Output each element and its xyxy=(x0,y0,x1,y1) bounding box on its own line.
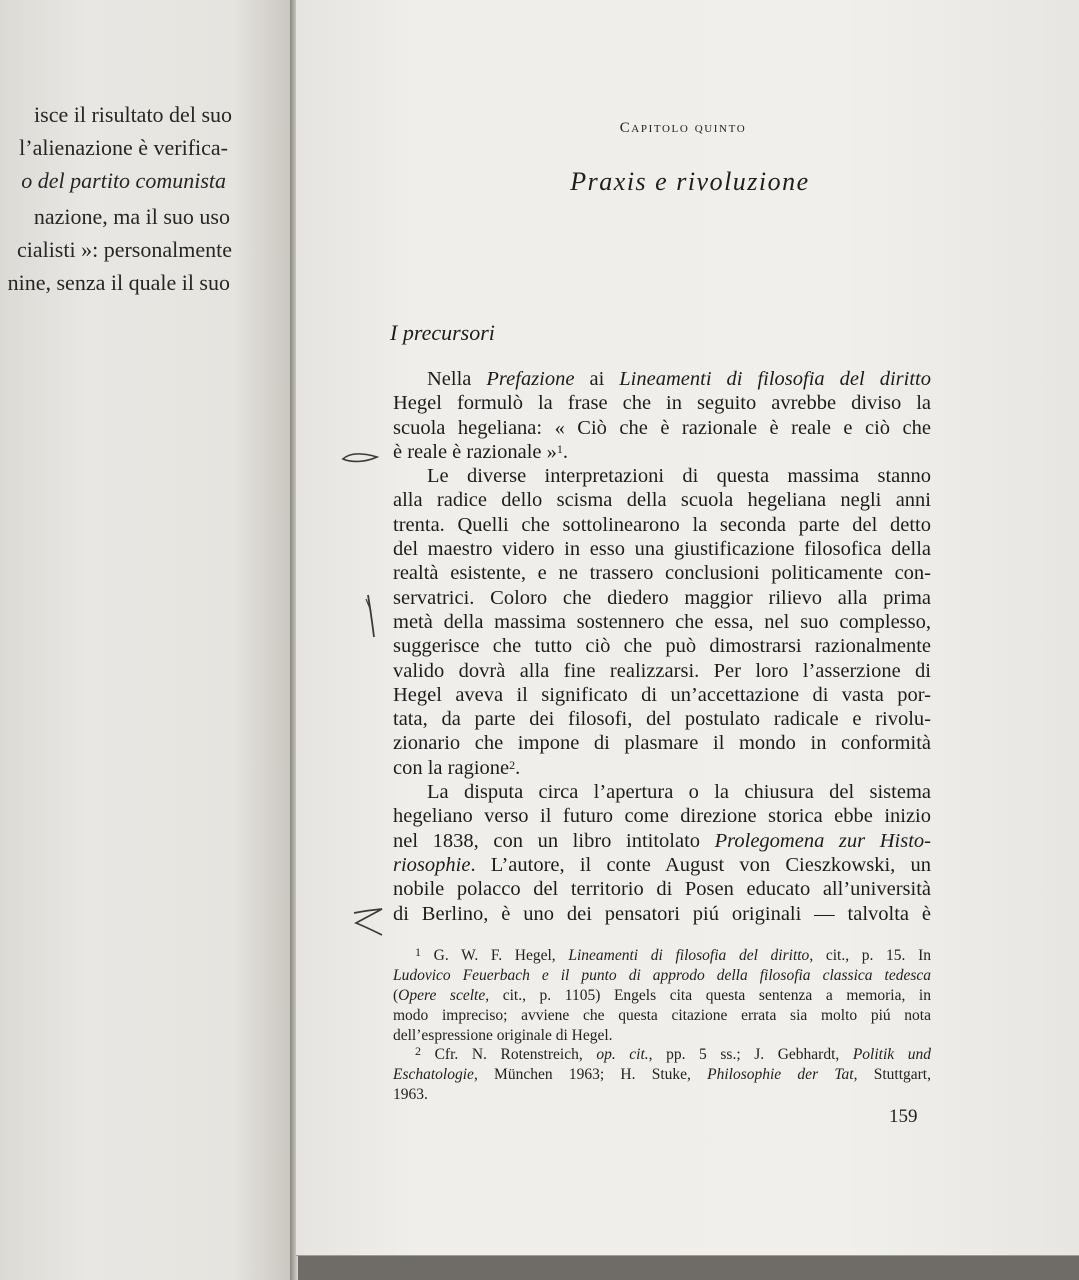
left-line: l’alienazione è verifica- xyxy=(19,135,228,160)
left-line: cialisti »: personalmente xyxy=(16,237,232,262)
text-line: zionario che impone di plasmare il mondo in conformità xyxy=(393,732,931,755)
text-line: valido dovrà alla fine realizzarsi. Per loro l’asserzione di xyxy=(393,659,931,682)
pencil-mark-dash xyxy=(340,448,380,468)
text-line: Le diverse interpretazioni di questa massima stanno xyxy=(427,465,931,488)
chapter-label: Capitolo quinto xyxy=(619,120,747,136)
text-line: scuola hegeliana: « Ciò che è razionale è reale e ciò che xyxy=(393,416,931,439)
text-line: realtà esistente, e ne trassero conclusioni politicamente con- xyxy=(393,562,931,585)
text-line: La disputa circa l’apertura o la chiusura del sistema xyxy=(427,781,931,804)
footnote-line: modo impreciso; avviene che questa citazione errata sia molto piú nota xyxy=(393,1006,931,1024)
text-line: tata, da parte dei filosofi, del postulato radicale e rivolu- xyxy=(393,708,931,731)
pencil-mark-tick xyxy=(362,593,382,639)
pencil-mark-z xyxy=(350,905,386,939)
left-line: nine, senza il quale il suo xyxy=(7,270,230,295)
text-line: con la ragione$^2$. xyxy=(393,756,521,779)
footnote-line: Ludovico Feuerbach e il punto di approdo della filosofia classica tedesca xyxy=(393,966,931,984)
footnote-line: 1963. xyxy=(393,1086,428,1104)
text-line: Hegel formulò la frase che in seguito avrebbe diviso la xyxy=(393,392,931,415)
text-line: del maestro videro in esso una giustificazione filosofica della xyxy=(393,538,931,561)
left-page xyxy=(0,0,292,1280)
footnotes xyxy=(393,946,931,1105)
body-text xyxy=(393,367,931,926)
text-line: Nella Prefazione ai Lineamenti di filosofia del diritto xyxy=(427,368,931,390)
text-line: alla radice dello scisma della scuola hegeliana negli anni xyxy=(393,489,931,512)
text-line: è reale è razionale »$^1$. xyxy=(393,440,569,463)
left-line: o del partito comunista xyxy=(21,168,226,193)
text-line: nel 1838, con un libro intitolato Prolegomena zur Histo- xyxy=(393,829,931,852)
text-line: nobile polacco del territorio di Posen educato all’università xyxy=(393,878,931,901)
footnote-line: (Opere scelte, cit., p. 1105) Engels cita questa sentenza a memoria, in xyxy=(393,986,931,1004)
text-line: riosophie. L’autore, il conte August von Cieszkowski, un xyxy=(393,853,931,876)
page-number: 159 xyxy=(889,1106,918,1127)
text-line: Hegel aveva il significato di un’accettazione di vasta por- xyxy=(393,683,931,706)
section-heading: I precursori xyxy=(390,320,495,345)
text-line: di Berlino, è uno dei pensatori piú originali — talvolta è xyxy=(393,902,931,925)
footnote-line: Eschatologie, München 1963; H. Stuke, Philosophie der Tat, Stuttgart, xyxy=(393,1066,931,1084)
footnote-line: dell’espressione originale di Hegel. xyxy=(393,1026,613,1044)
left-line: nazione, ma il suo uso xyxy=(33,204,230,229)
footnote-ref: 2 xyxy=(509,757,516,772)
footnote-ref: 1 xyxy=(556,441,563,456)
text-line: trenta. Quelli che sottolinearono la seconda parte del detto xyxy=(393,513,931,536)
text-line: hegeliano verso il futuro come direzione storica ebbe inizio xyxy=(393,805,931,828)
footnote-2: $^2$ Cfr. N. Rotenstreich, op. cit., pp. 5 ss.; J. Gebhardt, Politik und xyxy=(415,1044,932,1064)
text-line: suggerisce che tutto ciò che può dimostrarsi razionalmente xyxy=(393,635,931,658)
chapter-title: Praxis e rivoluzione xyxy=(570,167,810,196)
text-line: servatrici. Coloro che diedero maggior rilievo alla prima xyxy=(393,586,931,609)
text-line: metà della massima sostennero che essa, nel suo complesso, xyxy=(393,610,931,633)
left-line: isce il risultato del suo xyxy=(34,102,232,127)
footnote-1: $^1$ G. W. F. Hegel, Lineamenti di filosofia del diritto, cit., p. 15. In xyxy=(415,945,932,964)
